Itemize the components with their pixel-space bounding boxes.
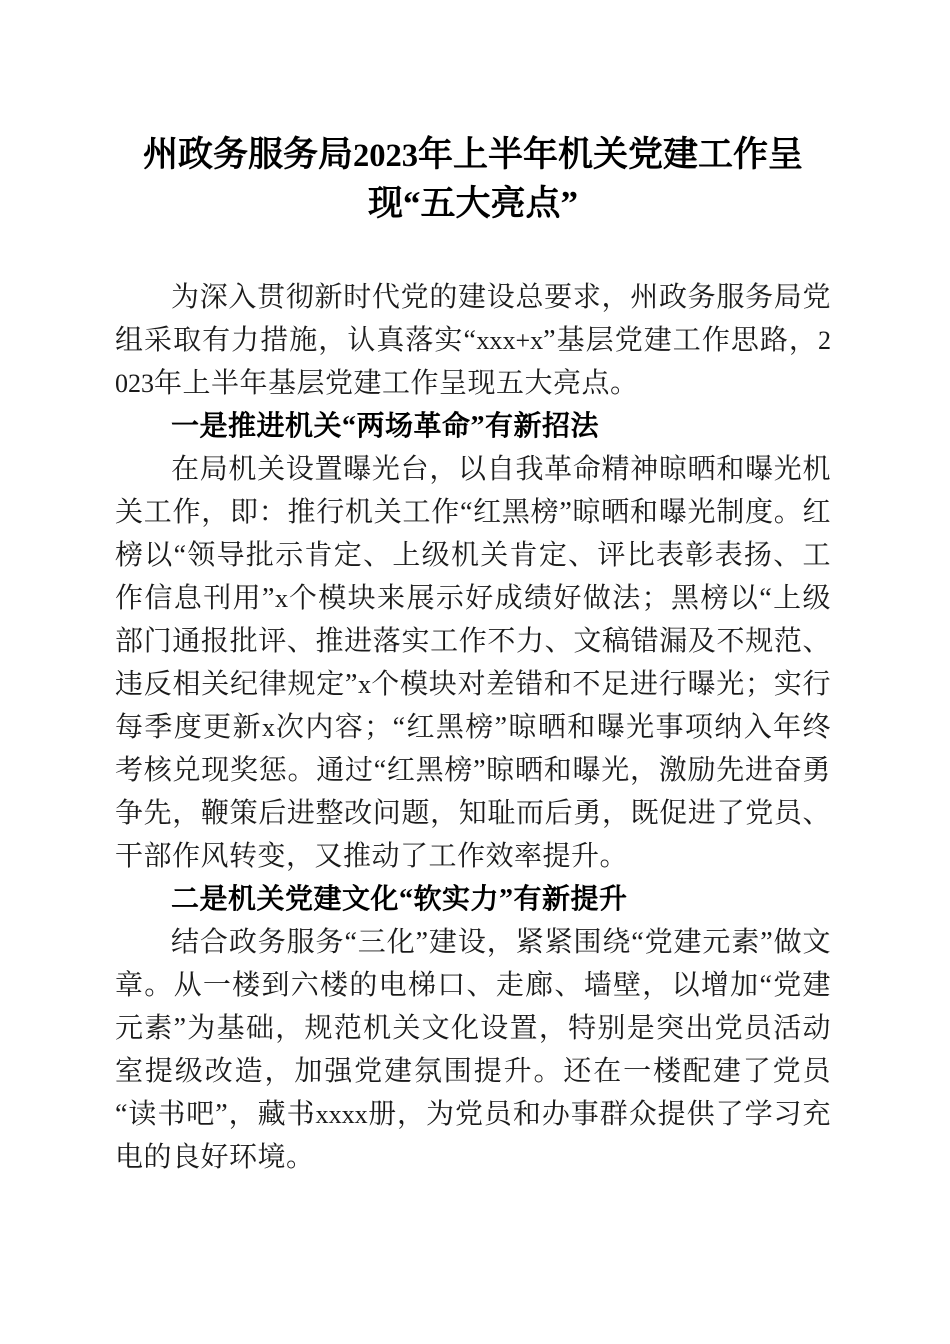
latin-run: x: [357, 670, 371, 699]
latin-run: xxxx: [315, 1100, 368, 1129]
latin-run: x: [262, 713, 276, 742]
paragraph-section-two: 结合政务服务“三化”建设，紧紧围绕“党建元素”做文章。从一楼到六楼的电梯口、走廊、墙壁，以增加“党建元素”为基础，规范机关文化设置，特别是突出党员活动室提级改造，加强党建氛围提升。还在一楼配建了党员“读书吧”，藏书xxxx册，为党员和办事群众提供了学习充电的良好环境。: [115, 927, 831, 1173]
paragraph-intro: 为深入贯彻新时代党的建设总要求，州政务服务局党组采取有力措施，认真落实“xxx+x”基层党建工作思路，2023年上半年基层党建工作呈现五大亮点。: [115, 282, 831, 399]
page-title-line-2: 现“五大亮点”: [367, 184, 578, 223]
latin-run: x: [274, 584, 288, 613]
latin-run: 2023: [115, 326, 831, 398]
subheading-one: 一是推进机关“两场革命”有新招法: [171, 411, 600, 442]
latin-run: 2023: [352, 138, 419, 174]
paragraph-section-one: 在局机关设置曝光台，以自我革命精神晾晒和曝光机关工作，即：推行机关工作“红黑榜”晾晒和曝光制度。红榜以“领导批示肯定、上级机关肯定、评比表彰表扬、工作信息刊用”x个模块来展示好成绩好做法；黑榜以“上级部门通报批评、推进落实工作不力、文稿错漏及不规范、违反相关纪律规定”x个模块对差错和不足进行曝光；实行每季度更新x次内容；“红黑榜”晾晒和曝光事项纳入年终考核兑现奖惩。通过“红黑榜”晾晒和曝光，激励先进奋勇争先，鞭策后进整改问题，知耻而后勇，既促进了党员、干部作风转变，又推动了工作效率提升。: [115, 454, 831, 872]
latin-run: xxx+x: [476, 326, 544, 355]
article-content: [115, 276, 831, 1179]
subheading-two: 二是机关党建文化“软实力”有新提升: [171, 884, 628, 915]
page-title: [115, 131, 831, 227]
page-title-line-1: 州政务服务局2023年上半年机关党建工作呈: [142, 135, 804, 174]
